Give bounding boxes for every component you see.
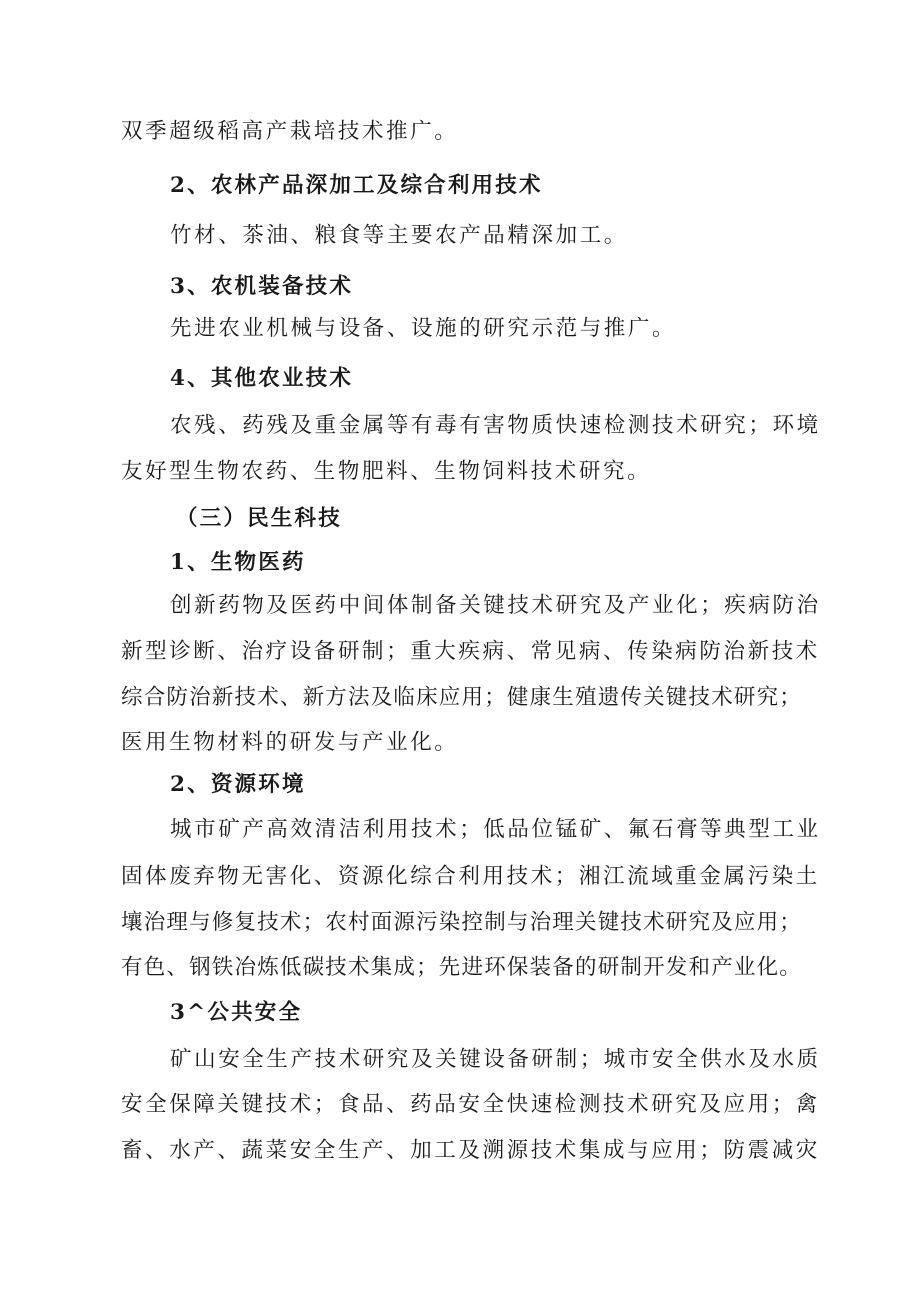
section-heading: 4、其他农业技术 [170, 366, 354, 391]
paragraph-line: 有色、钢铁冶炼低碳技术集成；先进环保装备的研制开发和产业化。 [121, 955, 803, 980]
section-heading: 3^公共安全 [170, 1000, 303, 1025]
paragraph-line: 固体废弃物无害化、资源化综合利用技术；湘江流域重金属污染土 [121, 864, 820, 889]
paragraph-line: 友好型生物农药、生物肥料、生物饲料技术研究。 [121, 459, 652, 484]
section-heading: 2、资源环境 [170, 772, 306, 797]
paragraph-line: 壤治理与修复技术；农村面源污染控制与治理关键技术研究及应用； [121, 910, 803, 935]
paragraph-line: 医用生物材料的研发与产业化。 [121, 730, 459, 755]
chapter-heading: （三）民生科技 [176, 506, 342, 531]
paragraph-line: 城市矿产高效清洁利用技术；低品位锰矿、氟石膏等典型工业 [170, 817, 821, 842]
paragraph-line: 双季超级稻高产栽培技术推广。 [121, 119, 459, 144]
section-heading: 2、农林产品深加工及综合利用技术 [170, 173, 543, 198]
paragraph-line: 综合防治新技术、新方法及临床应用；健康生殖遗传关键技术研究； [121, 685, 803, 710]
paragraph-line: 农残、药残及重金属等有毒有害物质快速检测技术研究；环境 [170, 413, 821, 438]
paragraph-line: 矿山安全生产技术研究及关键设备研制；城市安全供水及水质 [170, 1047, 821, 1072]
paragraph-line: 竹材、茶油、粮食等主要农产品精深加工。 [170, 223, 628, 248]
paragraph-line: 先进农业机械与设备、设施的研究示范与推广。 [170, 316, 677, 341]
section-heading: 3、农机装备技术 [170, 274, 354, 299]
paragraph-line: 新型诊断、治疗设备研制；重大疾病、常见病、传染病防治新技术 [121, 639, 820, 664]
paragraph-line: 畜、水产、蔬菜安全生产、加工及溯源技术集成与应用；防震减灾 [121, 1138, 820, 1163]
section-heading: 1、生物医药 [170, 550, 306, 575]
paragraph-line: 安全保障关键技术；食品、药品安全快速检测技术研究及应用；禽 [121, 1092, 820, 1117]
paragraph-line: 创新药物及医药中间体制备关键技术研究及产业化；疾病防治 [170, 593, 821, 618]
